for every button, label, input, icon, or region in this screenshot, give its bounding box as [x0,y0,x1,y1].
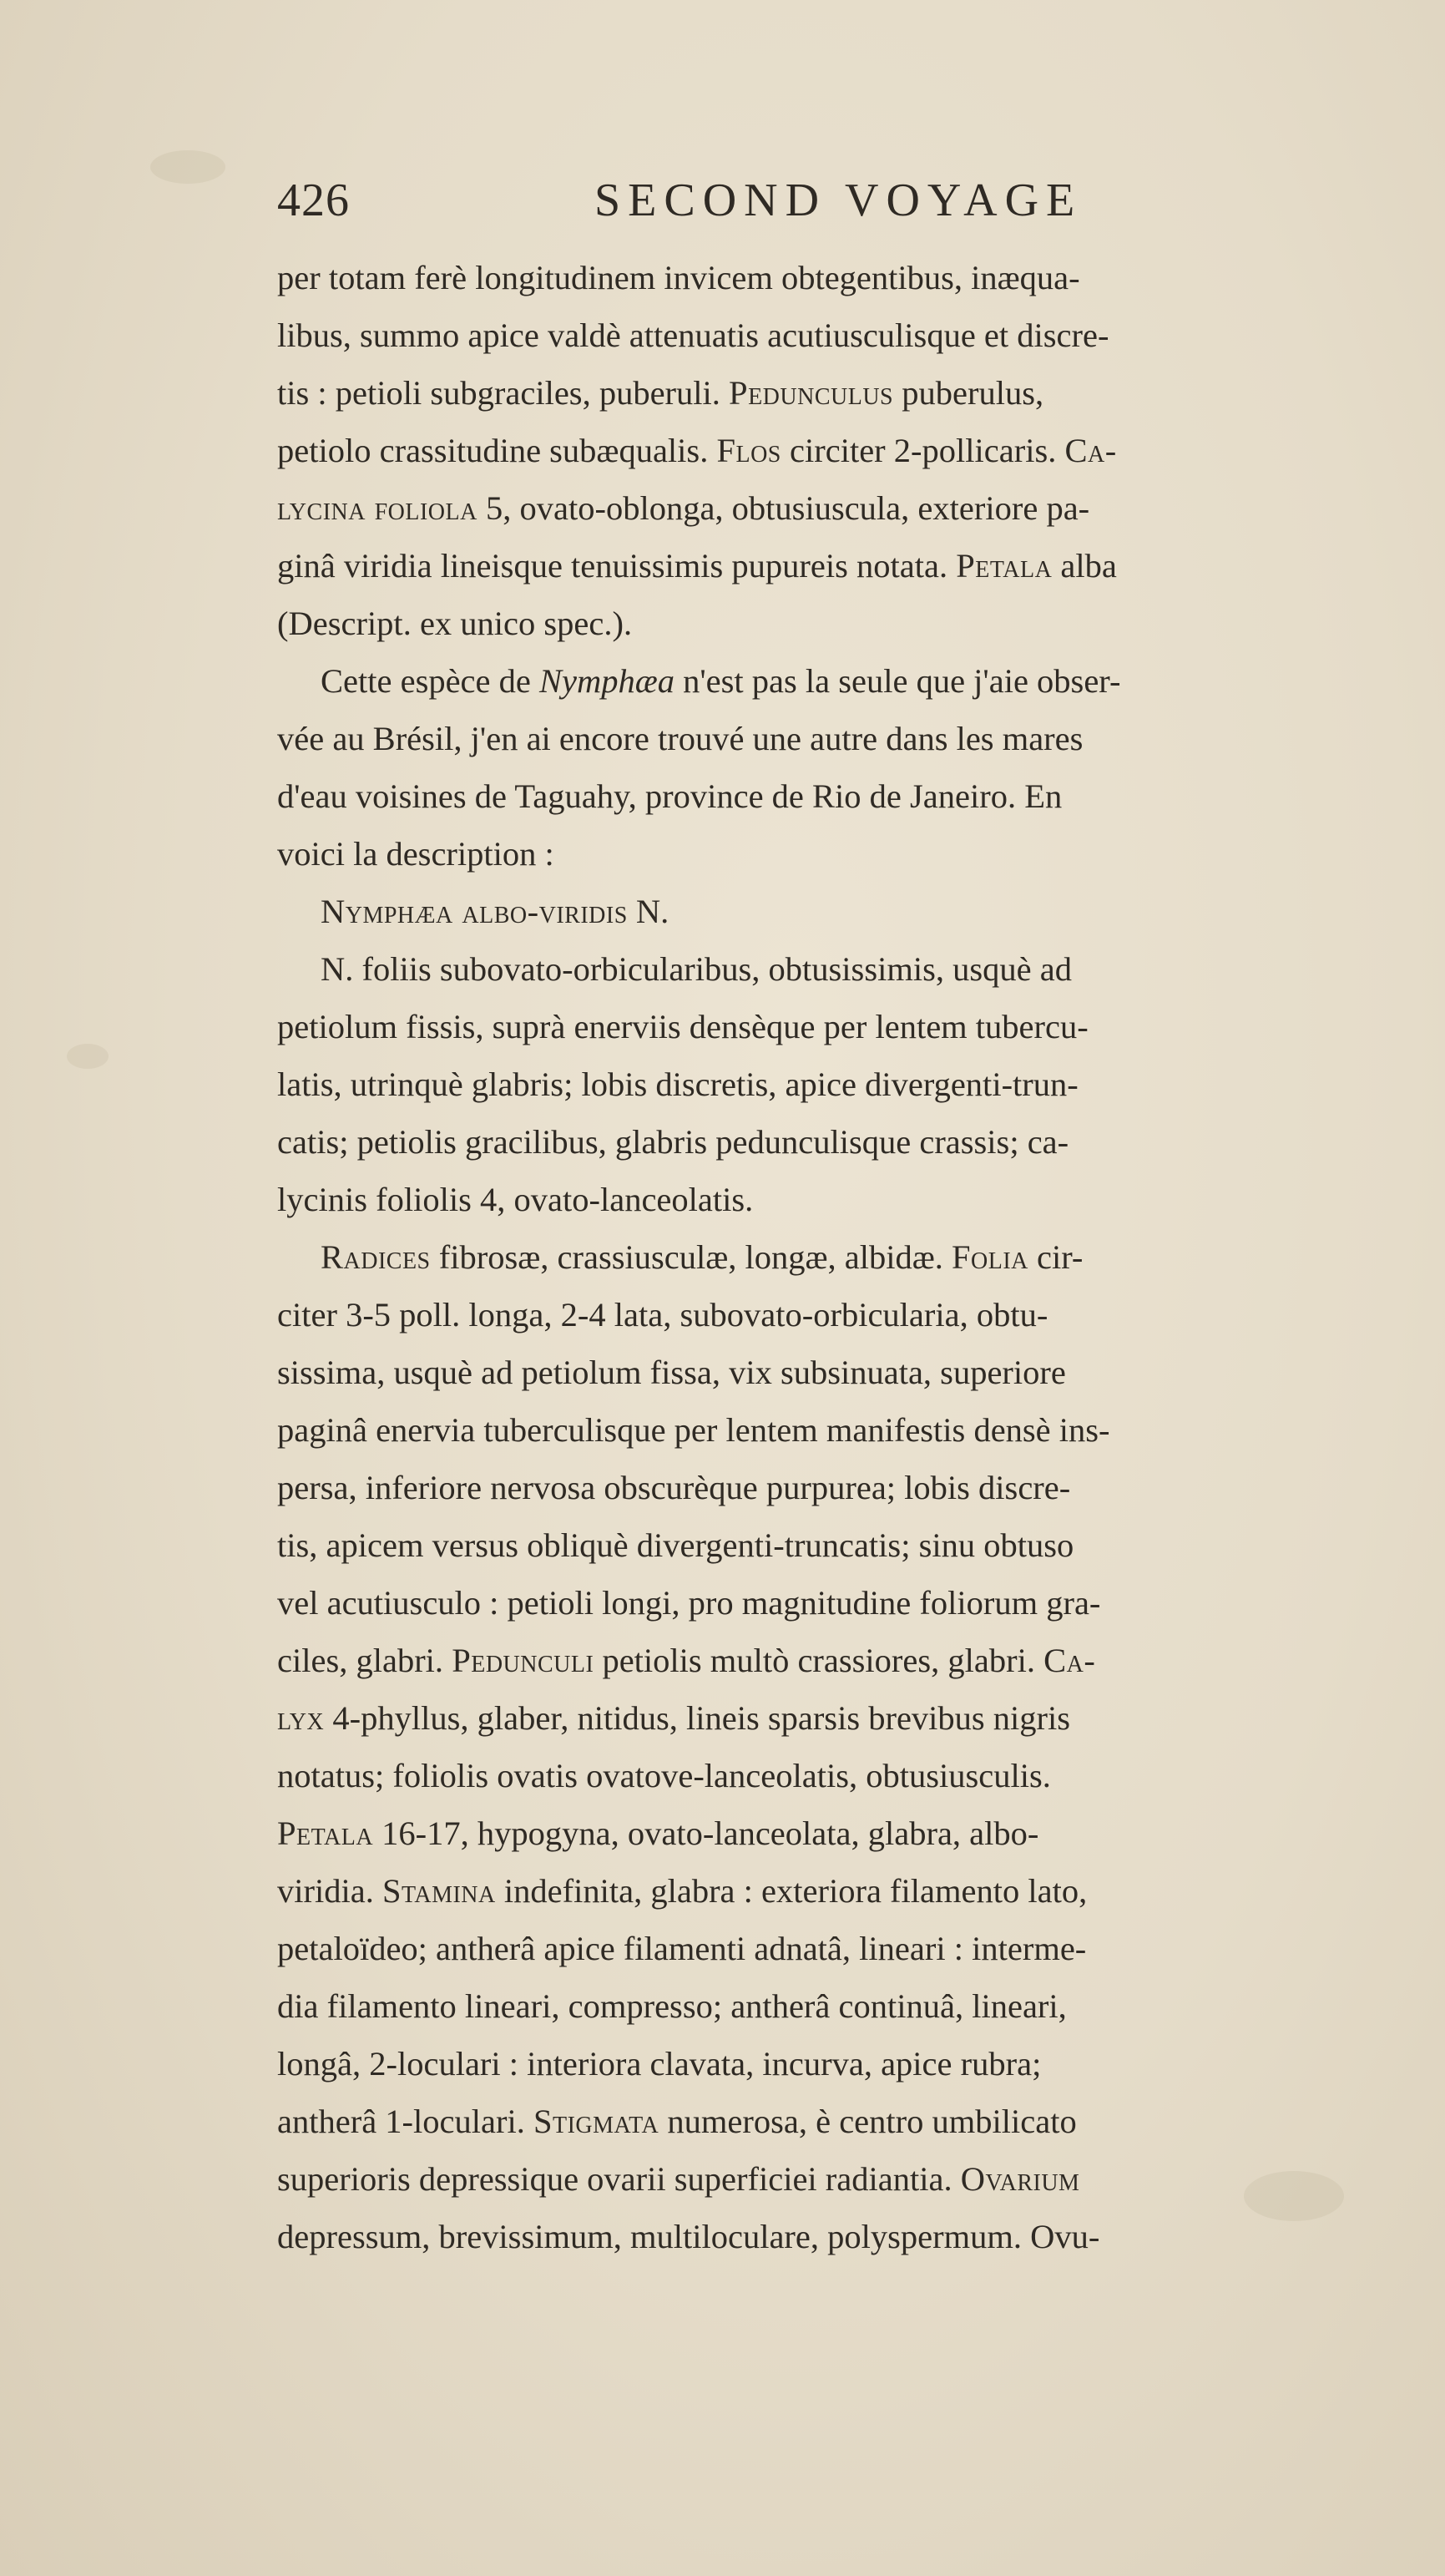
text-line: latis, utrinquè glabris; lobis discretis, apice divergenti-trun- [277,1065,1079,1103]
page-header [277,174,1145,249]
text-line: sissima, usquè ad petiolum fissa, vix subsinuata, superiore [277,1354,1066,1391]
body-text [277,249,1396,2265]
text-line: longâ, 2-loculari : interiora clavata, incurva, apice rubra; [277,2045,1042,2083]
text-line: lycinis foliolis 4, ovato-lanceolatis. [277,1181,754,1218]
text-line: citer 3-5 poll. longa, 2-4 lata, subovato-orbicularia, obtu- [277,1296,1048,1334]
text-line: paginâ enervia tuberculisque per lentem manifestis densè ins- [277,1411,1110,1449]
text-line: Radices fibrosæ, crassiusculæ, longæ, albidæ. Folia cir- [321,1238,1084,1276]
text-line: Cette espèce de Nymphæa n'est pas la seule que j'aie obser- [321,662,1121,700]
page-number: 426 [277,175,350,226]
text-line: voici la description : [277,835,554,873]
paper-stain [150,150,225,184]
text-line: vée au Brésil, j'en ai encore trouvé une autre dans les mares [277,720,1084,757]
text-line: lyx 4-phyllus, glaber, nitidus, lineis sparsis brevibus nigris [277,1699,1071,1737]
text-line: depressum, brevissimum, multiloculare, polyspermum. Ovu- [277,2218,1100,2255]
paper-stain [67,1044,109,1069]
text-line: vel acutiusculo : petioli longi, pro magnitudine foliorum gra- [277,1584,1101,1622]
text-line: ciles, glabri. Pedunculi petiolis multò crassiores, glabri. Ca- [277,1642,1096,1679]
text-line: N. foliis subovato-orbicularibus, obtusissimis, usquè ad [321,950,1072,988]
text-line: viridia. Stamina indefinita, glabra : exteriora filamento lato, [277,1872,1088,1910]
text-line: lycina foliola 5, ovato-oblonga, obtusiuscula, exteriore pa- [277,489,1090,527]
text-line: superioris depressique ovarii superficiei radiantia. Ovarium [277,2160,1080,2198]
text-line: petiolo crassitudine subæqualis. Flos circiter 2-pollicaris. Ca- [277,432,1117,469]
text-line: dia filamento lineari, compresso; antherâ continuâ, lineari, [277,1987,1067,2025]
text-line: petiolum fissis, suprà enerviis densèque per lentem tubercu- [277,1008,1089,1045]
text-line: antherâ 1-loculari. Stigmata numerosa, è centro umbilicato [277,2103,1077,2140]
text-line: tis : petioli subgraciles, puberuli. Pedunculus puberulus, [277,374,1044,412]
text-line: notatus; foliolis ovatis ovatove-lanceolatis, obtusiusculis. [277,1757,1051,1794]
text-line: Nymphæa albo-viridis N. [321,893,669,930]
text-line: catis; petiolis gracilibus, glabris pedunculisque crassis; ca- [277,1123,1069,1161]
text-line: tis, apicem versus obliquè divergenti-truncatis; sinu obtuso [277,1526,1074,1564]
running-head: SECOND VOYAGE [594,175,1083,226]
text-line: libus, summo apice valdè attenuatis acutiusculisque et discre- [277,316,1109,354]
text-line: d'eau voisines de Taguahy, province de Rio de Janeiro. En [277,777,1063,815]
text-line: persa, inferiore nervosa obscurèque purpurea; lobis discre- [277,1469,1071,1506]
text-line: petaloïdeo; antherâ apice filamenti adnatâ, lineari : interme- [277,1930,1087,1967]
text-line: ginâ viridia lineisque tenuissimis pupureis notata. Petala alba [277,547,1117,585]
text-line: per totam ferè longitudinem invicem obtegentibus, inæqua- [277,259,1080,296]
text-line: Petala 16-17, hypogyna, ovato-lanceolata, glabra, albo- [277,1814,1039,1852]
text-line: (Descript. ex unico spec.). [277,605,633,642]
